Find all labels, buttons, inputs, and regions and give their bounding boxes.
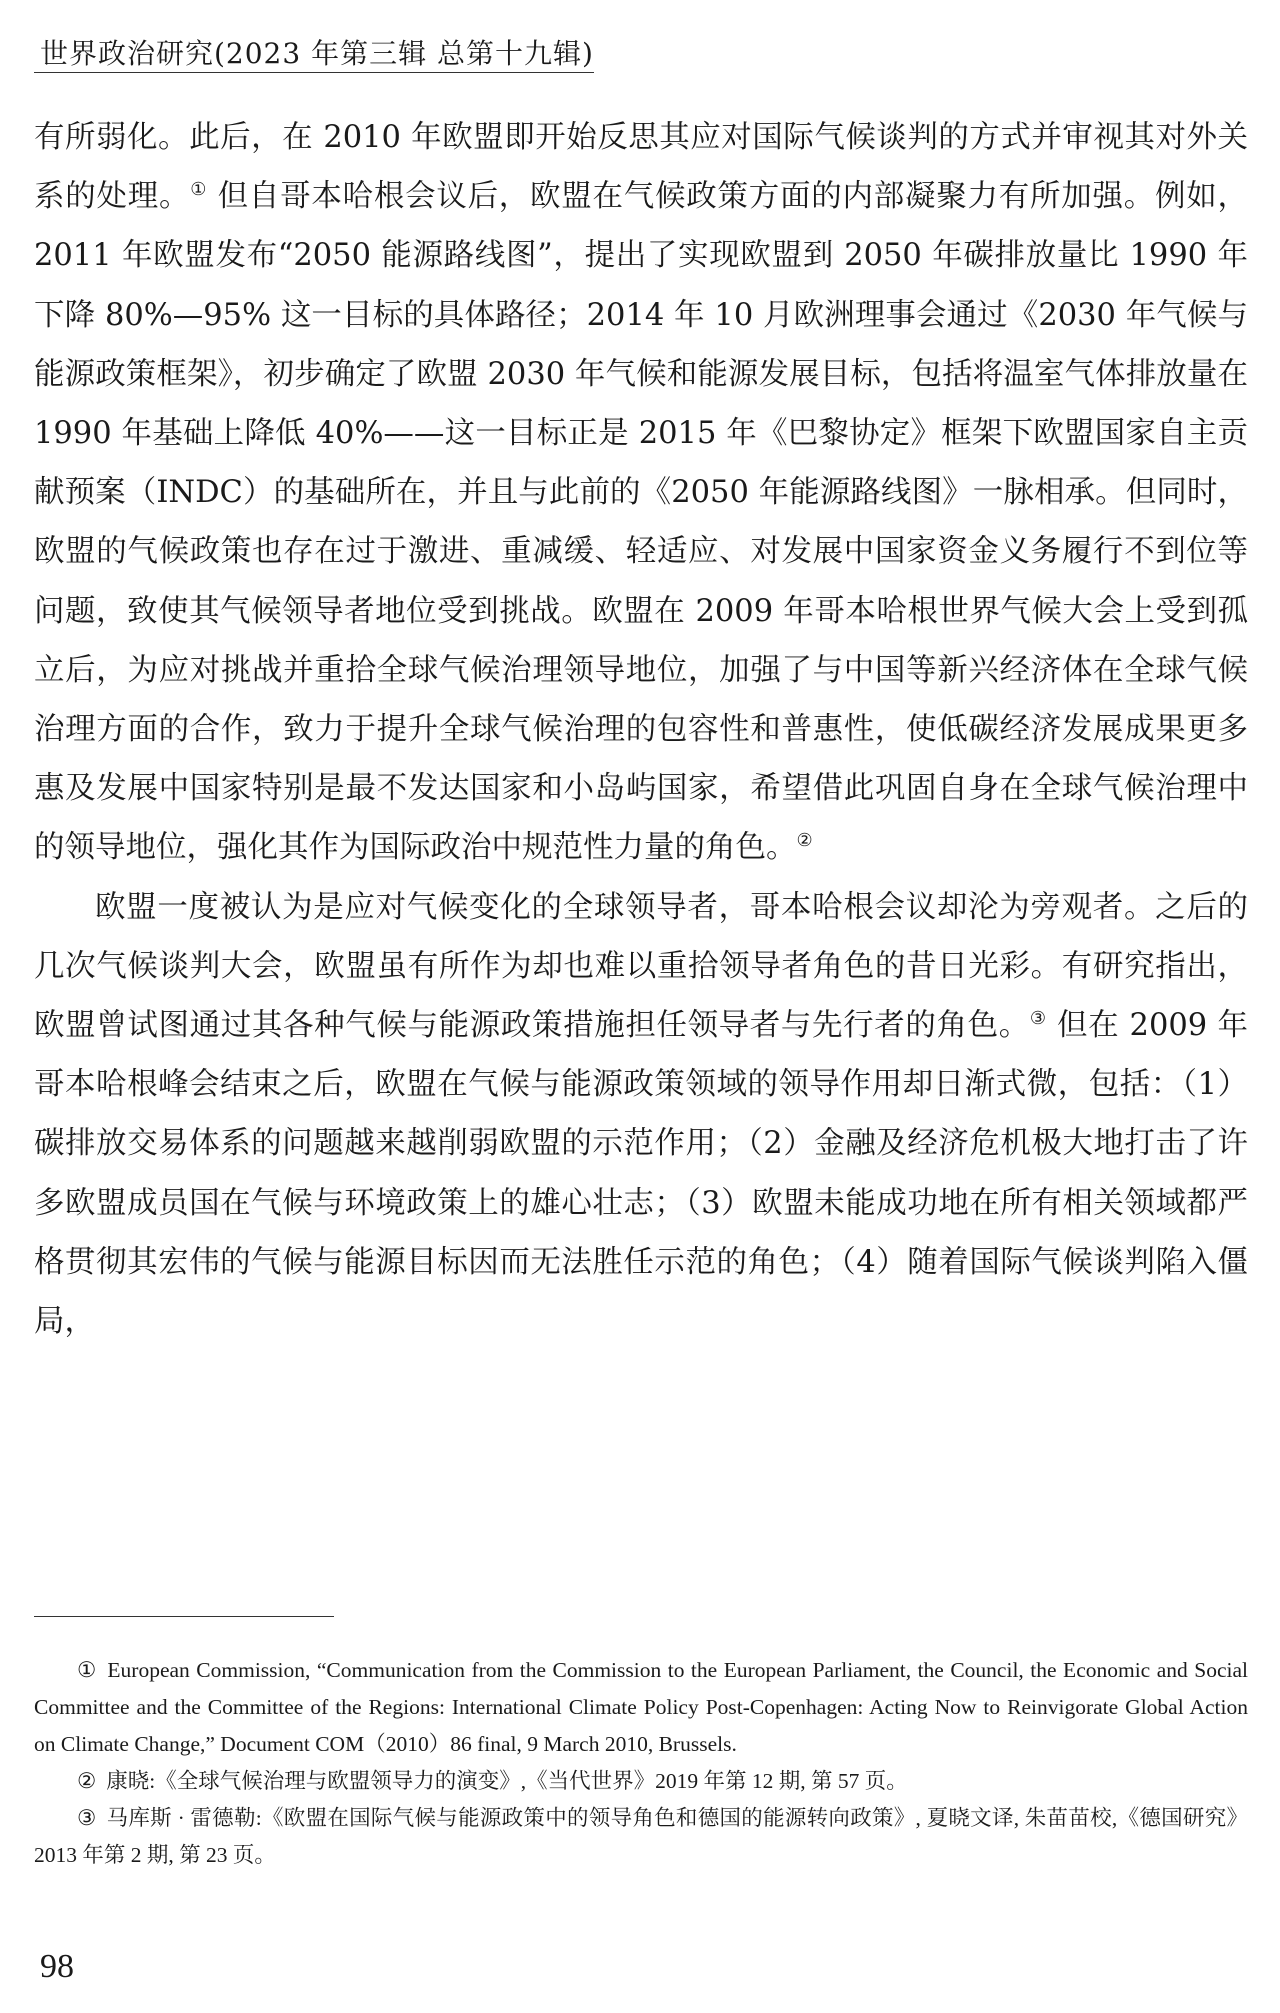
paragraph [34,108,1248,878]
footnote-text: 马库斯 · 雷德勒:《欧盟在国际气候与能源政策中的领导角色和德国的能源转向政策》, 夏晓文译, 朱苗苗校,《德国研究》2013 年第 2 期, 第 23 页。 [34,1806,1248,1867]
paragraph-text: 但在 2009 年哥本哈根峰会结束之后，欧盟在气候与能源政策领域的领导作用却日渐式微，包括：（1）碳排放交易体系的问题越来越削弱欧盟的示范作用；（2）金融及经济危机极大地打击了许多欧盟成员国在气候与环境政策上的雄心壮志；（3）欧盟未能成功地在所有相关领域都严格贯彻其宏伟的气候与能源目标因而无法胜任示范的角色；（4）随着国际气候谈判陷入僵局， [34,1008,1248,1340]
footnote-marker: ③ [77,1806,97,1830]
footnote-text: 康晓:《全球气候治理与欧盟领导力的演变》,《当代世界》2019 年第 12 期, 第 57 页。 [106,1769,908,1793]
running-header: 世界政治研究(2023 年第三辑 总第十九辑) [40,37,594,70]
footnote [34,1763,1248,1800]
footnote [34,1800,1248,1874]
footnote [34,1652,1248,1763]
header-rule [34,72,594,73]
paragraph-text: 欧盟一度被认为是应对气候变化的全球领导者，哥本哈根会议却沦为旁观者。之后的几次气候谈判大会，欧盟虽有所作为却也难以重拾领导者角色的昔日光彩。有研究指出，欧盟曾试图通过其各种气候与能源政策措施担任领导者与先行者的角色。 [34,889,1248,1044]
footnotes [34,1652,1248,1874]
footnote-marker: ② [77,1769,97,1793]
body-text [34,108,1248,1351]
footnote-separator [34,1616,334,1617]
paragraph [34,878,1248,1352]
footnote-marker: ① [77,1658,98,1682]
paragraph-text: 但自哥本哈根会议后，欧盟在气候政策方面的内部凝聚力有所加强。例如，2011 年欧盟发布“2050 能源路线图”，提出了实现欧盟到 2050 年碳排放量比 1990 年下降 80%—95% 这一目标的具体路径；2014 年 10 月欧洲理事会通过《2030 年气候与能源政策框架》，初步确定了欧盟 2030 年气候和能源发展目标，包括将温室气体排放量在 1990 年基础上降低 40%——这一目标正是 2015 年《巴黎协定》框架下欧盟国家自主贡献预案（INDC）的基础所在，并且与此前的《2050 年能源路线图》一脉相承。但同时，欧盟的气候政策也存在过于激进、重减缓、轻适应、对发展中国家资金义务履行不到位等问题，致使其气候领导者地位受到挑战。欧盟在 2009 年哥本哈根世界气候大会上受到孤立后，为应对挑战并重拾全球气候治理领导地位，加强了与中国等新兴经济体在全球气候治理方面的合作，致力于提升全球气候治理的包容性和普惠性，使低碳经济发展成果更多惠及发展中国家特别是最不发达国家和小岛屿国家，希望借此巩固自身在全球气候治理中的领导地位，强化其作为国际政治中规范性力量的角色。 [34,179,1249,866]
page-number: 98 [40,1948,74,1985]
footnote-reference: ① [190,179,208,201]
footnote-text: European Commission, “Communication from the Commission to the European Parliament, the Council, the Economic and Social Committee and the Committee of the Regions: International Climate Policy Post-Copenhagen: Acting Now to Reinvigorate Global Action on Climate Change,” Document COM（2010）86 final, 9 March 2010, Brussels. [34,1658,1248,1756]
footnote-reference: ③ [1029,1007,1047,1029]
paragraph-text: 有所弱化。此后，在 2010 年欧盟即开始反思其应对国际气候谈判的方式并审视其对外关系的处理。 [34,120,1248,215]
footnote-reference: ② [796,830,813,852]
